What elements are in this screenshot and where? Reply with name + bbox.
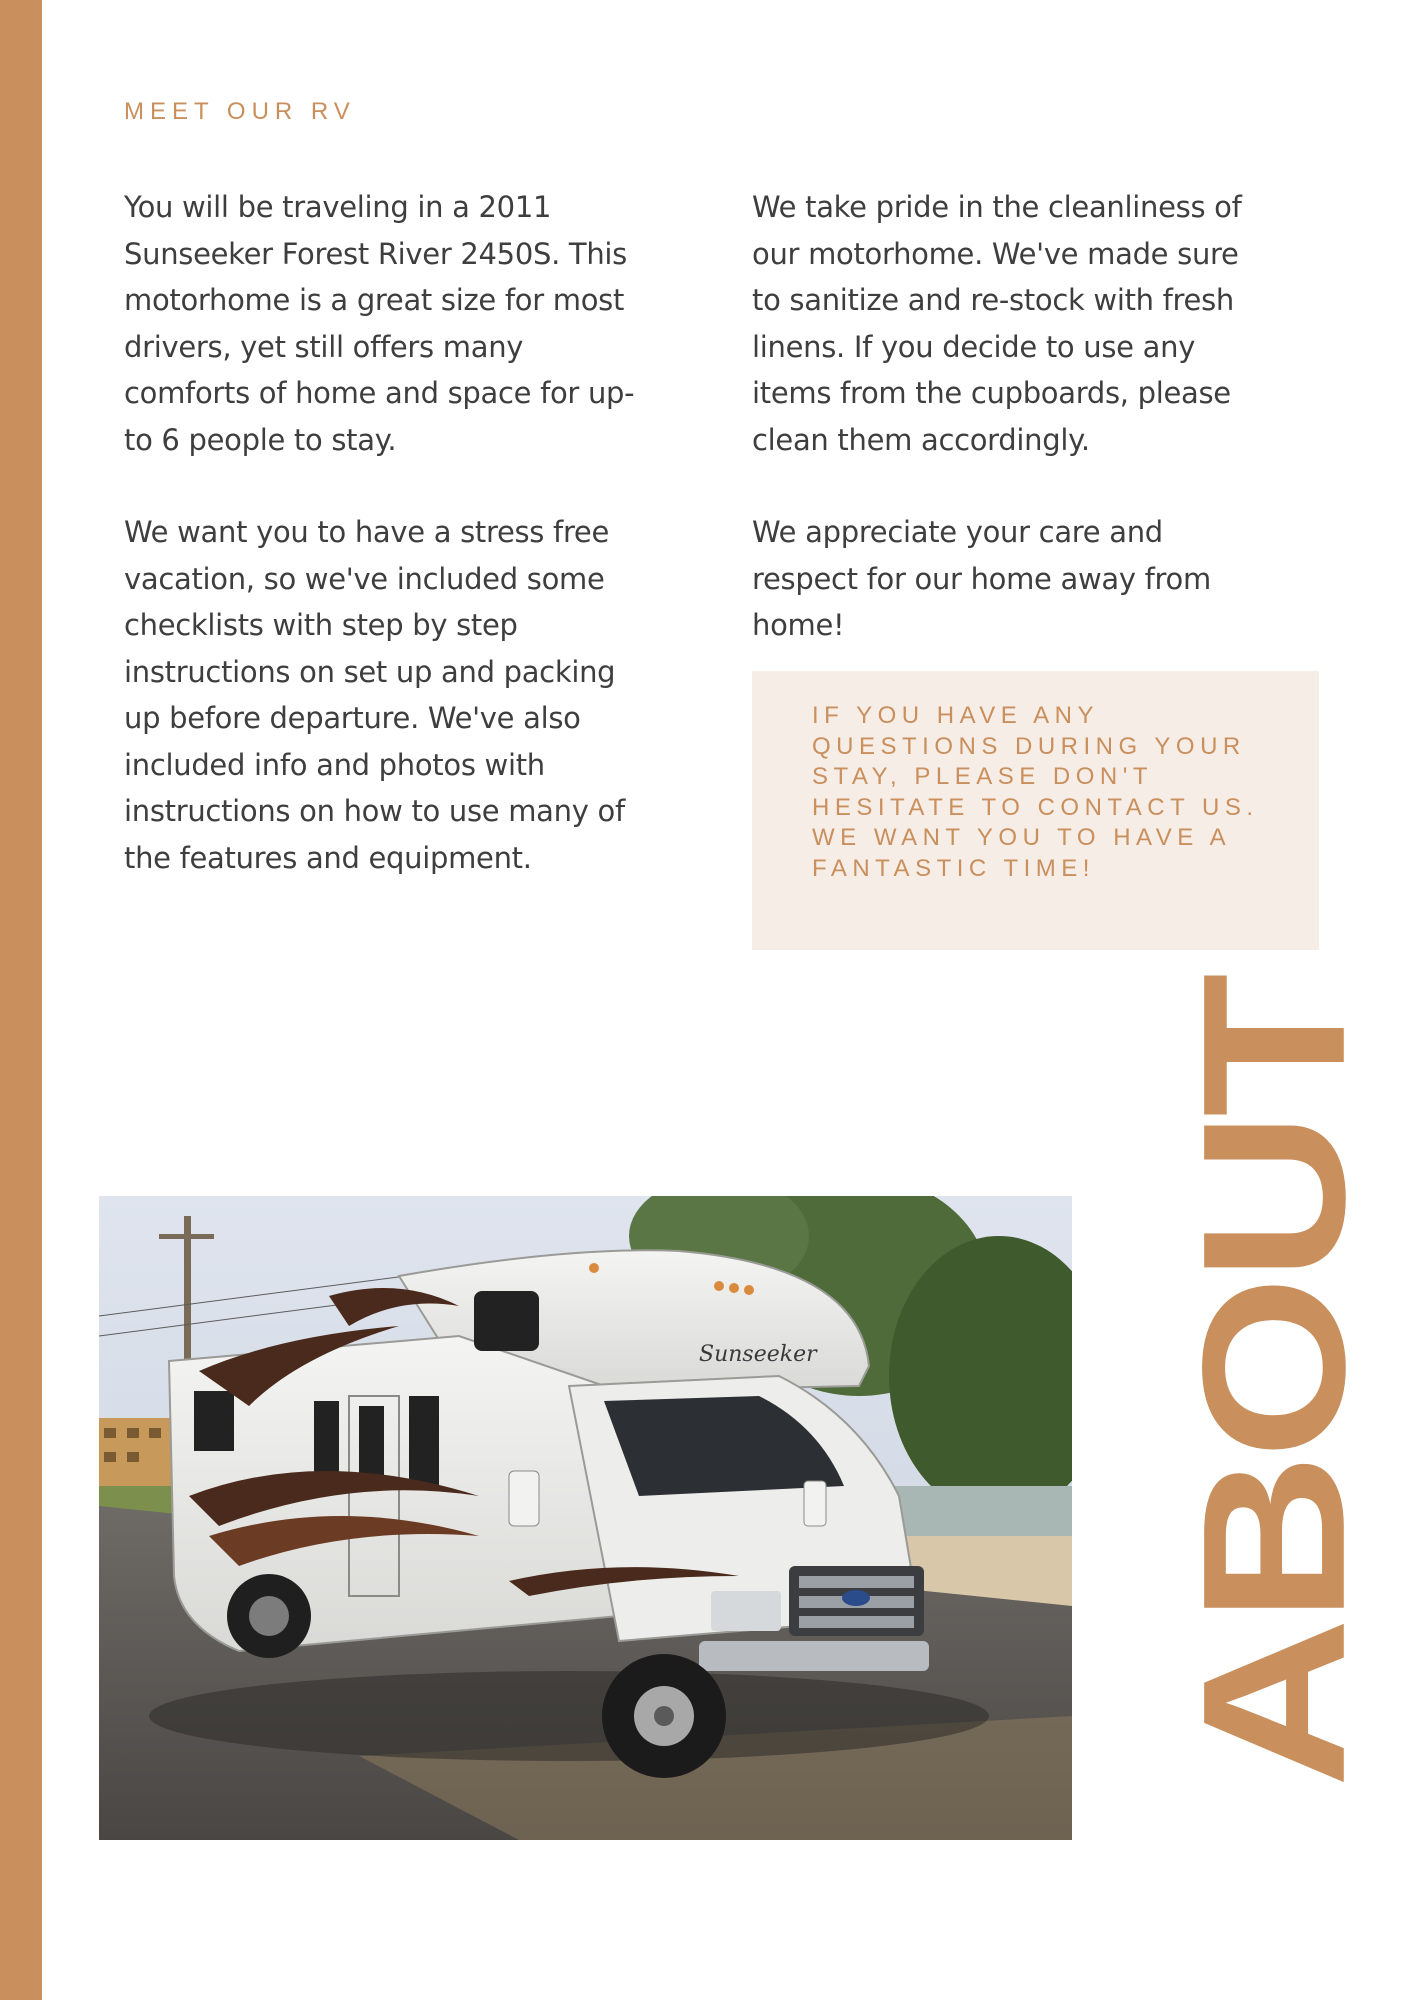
section-eyebrow: MEET OUR RV (124, 98, 356, 125)
left-text-column (124, 184, 644, 927)
callout-text: IF YOU HAVE ANY QUESTIONS DURING YOUR STAY, PLEASE DON'T HESITATE TO CONTACT US. WE WANT YOU TO HAVE A FANTASTIC TIME! (812, 702, 1259, 882)
accent-side-bar (0, 0, 42, 2000)
right-text-column (752, 184, 1272, 695)
about-vertical-heading: ABOUT (1160, 978, 1388, 1788)
rv-photo-illustration (99, 1196, 1072, 1840)
about-heading-wrap (1160, 978, 1388, 1788)
contact-callout-box (752, 671, 1319, 950)
appreciation-paragraph: We appreciate your care and respect for our home away from home! (752, 515, 1211, 642)
intro-paragraph: You will be traveling in a 2011 Sunseeker Forest River 2450S. This motorhome is a great size for most drivers, yet still offers many comforts of home and space for up-to 6 people to stay. (124, 190, 635, 457)
checklists-paragraph: We want you to have a stress free vacation, so we've included some checklists with step by step instructions on set up and packing up before departure. We've also included info and photos with instructions on how to use many of the features and equipment. (124, 515, 625, 875)
rv-brand-decal: Sunseeker (699, 1342, 817, 1367)
cleanliness-paragraph: We take pride in the cleanliness of our motorhome. We've made sure to sanitize and re-stock with fresh linens. If you decide to use any items from the cupboards, please clean them accordingly. (752, 190, 1242, 457)
rv-photo (99, 1196, 1072, 1840)
